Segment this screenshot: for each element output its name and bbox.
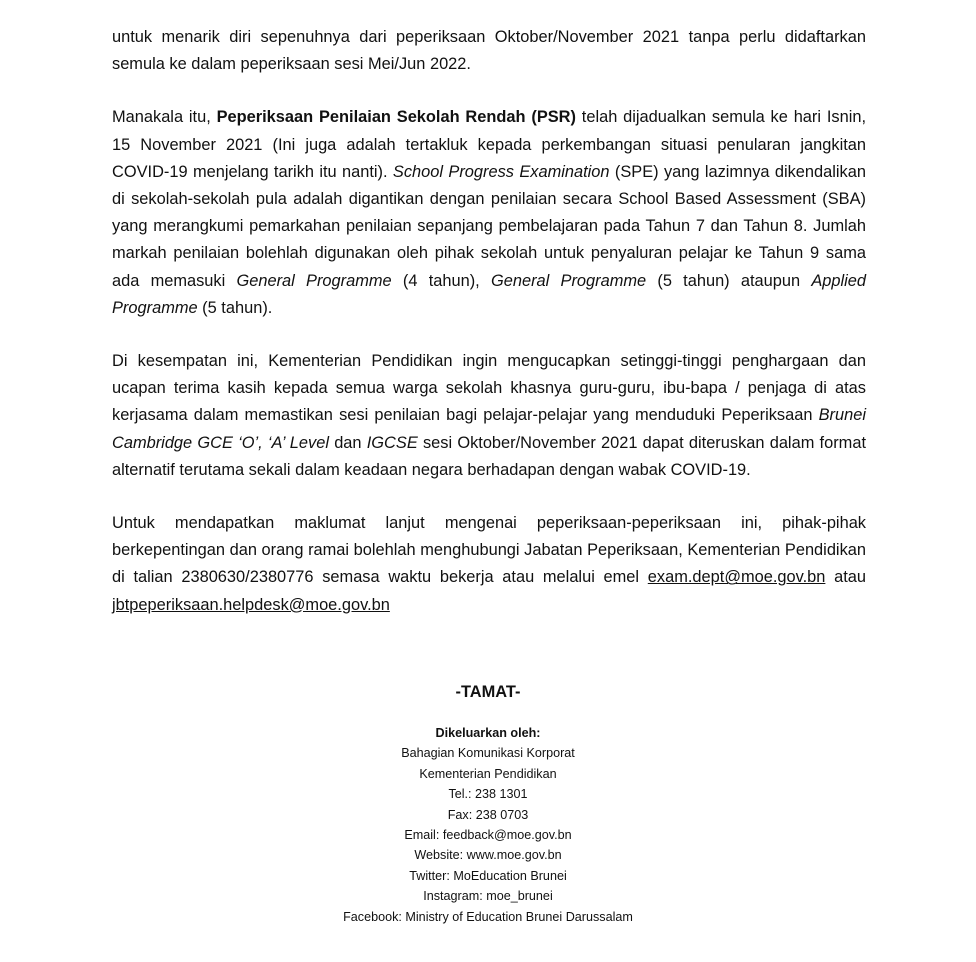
issued-by-heading: Dikeluarkan oleh: — [435, 726, 541, 740]
press-release-body — [112, 24, 866, 619]
paragraph-psr-schedule — [112, 104, 866, 322]
programme-name: General Programme — [236, 271, 392, 290]
programme-name: Applied Programme — [112, 271, 867, 317]
paragraph-appreciation — [112, 348, 866, 484]
text-run: telah dijadualkan semula ke hari Isnin, 15 November 2021 (Ini juga adalah tertakluk kepada perkembangan situasi penularan jangkitan COVID-19 menjelang tarikh itu nanti). — [112, 108, 867, 181]
text-run: atau — [825, 568, 866, 587]
gce-exam-name: Brunei Cambridge GCE ‘O’, ‘A’ Level — [112, 406, 866, 452]
contact-instagram: Instagram: moe_brunei — [423, 889, 553, 904]
paragraph-withdrawal — [112, 24, 866, 78]
contact-fax: Fax: 238 0703 — [447, 807, 529, 822]
contact-website: Website: www.moe.gov.bn — [414, 848, 562, 863]
issuer-ministry: Kementerian Pendidikan — [419, 766, 557, 781]
text-run: Manakala itu, — [112, 108, 217, 127]
text-run: Di kesempatan ini, Kementerian Pendidikan ingin mengucapkan setinggi-tinggi penghargaan dan ucapan terima kasih kepada semua warga sekolah khasnya guru-guru, ibu-bapa / penjaga di atas kerjasama dalam memastikan sesi penilaian bagi pelajar-pelajar yang menduduki Peperiksaan — [112, 352, 866, 425]
text-run: (5 tahun) ataupun — [646, 271, 812, 290]
paragraph-contact-info — [112, 510, 866, 619]
contact-email: Email: feedback@moe.gov.bn — [404, 828, 572, 843]
text-run: (5 tahun). — [197, 298, 273, 317]
spe-exam-name: School Progress Examination — [392, 162, 610, 181]
issuer-division: Bahagian Komunikasi Korporat — [401, 746, 575, 761]
text-run: Untuk mendapatkan maklumat lanjut mengenai peperiksaan-peperiksaan ini, pihak-pihak berkepentingan dan orang ramai bolehlah menghubungi Jabatan Peperiksaan, Kementerian Pendidikan di talian 2380630/2380776 semasa waktu bekerja atau melalui emel — [112, 514, 866, 587]
igcse-exam-name: IGCSE — [366, 433, 418, 452]
contact-facebook: Facebook: Ministry of Education Brunei Darussalam — [343, 909, 633, 924]
issued-by-block — [0, 723, 976, 927]
contact-telephone: Tel.: 238 1301 — [448, 787, 528, 802]
programme-name: General Programme — [490, 271, 647, 290]
exam-dept-email-link[interactable]: exam.dept@moe.gov.bn — [647, 568, 826, 587]
end-marker: -TAMAT- — [455, 683, 521, 701]
text-run: (SPE) yang lazimnya dikendalikan di sekolah-sekolah pula adalah digantikan dengan penilaian secara School Based Assessment (SBA) yang merangkumi pemarkahan penilaian sepanjang pembelajaran pada Tahun 7 dan Tahun 8. Jumlah markah penilaian bolehlah digunakan oleh pihak sekolah untuk penyaluran pelajar ke Tahun 9 sama ada memasuki — [112, 162, 866, 290]
text-run: sesi Oktober/November 2021 dapat diteruskan dalam format alternatif terutama sekali dalam keadaan negara berhadapan dengan wabak COVID-19. — [112, 433, 867, 479]
contact-twitter: Twitter: MoEducation Brunei — [409, 868, 567, 883]
paragraph-text: untuk menarik diri sepenuhnya dari peperiksaan Oktober/November 2021 tanpa perlu didaftarkan semula ke dalam peperiksaan sesi Mei/Jun 2022. — [112, 28, 866, 74]
helpdesk-email-link[interactable]: jbtpeperiksaan.helpdesk@moe.gov.bn — [112, 595, 390, 614]
text-run: dan — [328, 433, 367, 452]
text-run: (4 tahun), — [391, 271, 491, 290]
psr-exam-name: Peperiksaan Penilaian Sekolah Rendah (PSR) — [216, 108, 576, 127]
